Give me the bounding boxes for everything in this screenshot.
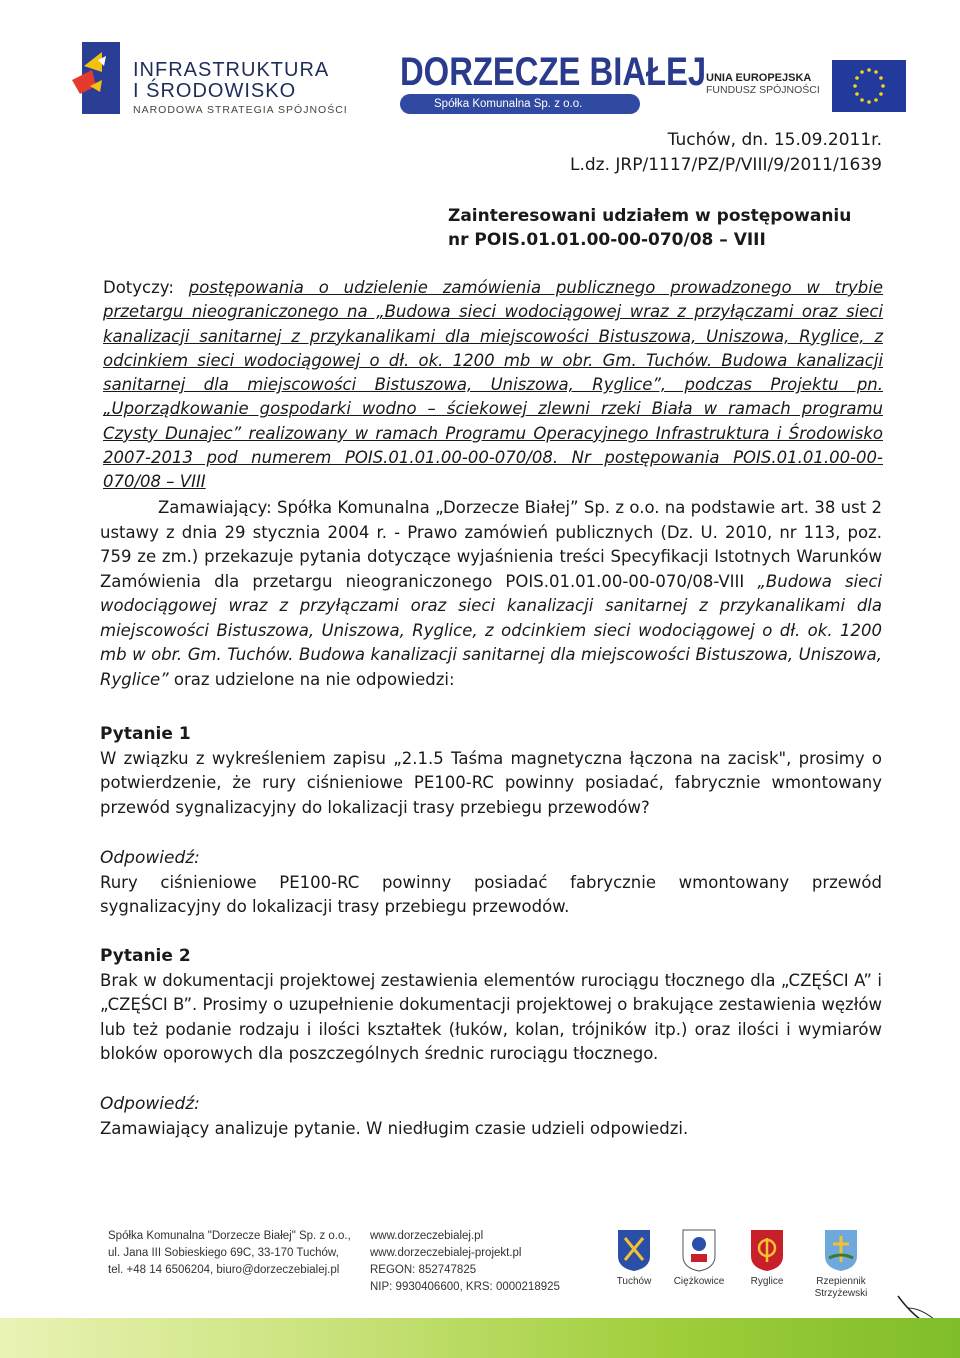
crest-label: Ryglice [750,1276,784,1287]
rzepiennik-crest-icon [823,1228,859,1272]
ryglice-crest-icon [749,1228,785,1272]
footer-company-address [108,1228,351,1279]
eu-line2: FUNDUSZ SPÓJNOŚCI [706,84,820,96]
infrastruktura-logo-icon [72,42,120,114]
eu-flag-icon [832,60,906,112]
answer-2-text: Zamawiający analizuje pytanie. W niedługim czasie udzieli odpowiedzi. [100,1118,689,1138]
eu-line1: UNIA EUROPEJSKA [706,72,812,84]
crest-ryglice [732,1228,802,1288]
footer-green-band [0,1318,960,1358]
subject-label: Dotyczy: [103,278,189,297]
tuchow-crest-icon [616,1228,652,1272]
crest-ciezkowice [664,1228,734,1288]
question-1-text: W związku z wykreśleniem zapisu „2.1.5 Taśma magnetyczna łączona na zacisk", prosimy o potwierdzenie, że rury ciśnieniowe PE100-RC powinny posiadać, fabrycznie wmontowany przewód sygnalizacyjny do lokalizacji trasy przebiegu przewodów? [100,748,882,817]
footer-line: NIP: 9930406600, KRS: 0000218925 [370,1281,560,1293]
intro-text-italic: „Budowa sieci wodociągowej wraz z przyłączami oraz sieci kanalizacji sanitarnej z przykanalikami dla miejscowości Bistuszowa, Uniszowa, Ryglice, z odcinkiem sieci wodociągowej o dł. ok. 1200 mb w obr. Gm. Tuchów. Budowa kanalizacji sanitarnej dla miejscowości Bistuszowa, Uniszowa, Ryglice” [100,571,882,689]
footer-website-link[interactable]: www.dorzeczebialej.pl [370,1230,484,1242]
answer-2-block [100,1092,882,1141]
crest-tuchow [599,1228,669,1288]
question-1-block [100,722,882,820]
letter-date: Tuchów, dn. 15.09.2011r. [667,130,882,150]
footer-project-website-link[interactable]: www.dorzeczebialej-projekt.pl [370,1247,522,1259]
subject-paragraph [103,276,883,495]
crest-label: Rzepiennik Strzyżewski [814,1276,868,1299]
answer-1-label: Odpowiedź: [100,848,200,868]
subject-text: postępowania o udzielenie zamówienia publicznego prowadzonego w trybie przetargu nieograniczonego na „Budowa sieci wodociągowej wraz z przyłączami oraz sieci kanalizacji sanitarnej z przykanalikami dla miejscowości Bistuszowa, Uniszowa, Ryglice, z odcinkiem sieci wodociągowej o dł. ok. 1200 mb w obr. Gm. Tuchów. Budowa kanalizacji sanitarnej dla miejscowości Bistuszowa, Uniszowa, Ryglice”, podczas Projektu pn. „Uporządkowanie gospodarki wodno – ściekowej zlewni rzeki Biała w ramach programu Czysty Dunajec” realizowany w ramach Programu Operacyjnego Infrastruktura i Środowisko 2007-2013 pod numerem POIS.01.01.00-00-070/08. Nr postępowania POIS.01.01.00-00-070/08 – VIII [103,278,883,492]
question-1-heading: Pytanie 1 [100,724,191,744]
reference-number: L.dz. JRP/1117/PZ/P/VIII/9/2011/1639 [570,155,882,175]
addressee [448,204,851,252]
footer-line: Spółka Komunalna "Dorzecze Białej" Sp. z o.o., [108,1230,351,1242]
crest-label: Tuchów [616,1276,652,1287]
answer-1-block [100,846,882,920]
company-title: DORZECZE BIAŁEJ [400,50,707,94]
answer-1-text: Rury ciśnieniowe PE100-RC powinny posiadać fabrycznie wmontowany przewód sygnalizacyjny do lokalizacji trasy przebiegu przewodów. [100,872,882,916]
footer-company-ids [370,1228,560,1296]
footer-line: REGON: 852747825 [370,1264,477,1276]
intro-paragraph [100,496,882,692]
infra-line1: INFRASTRUKTURA [133,59,330,81]
letterhead [0,0,960,130]
intro-text-1: Zamawiający: Spółka Komunalna „Dorzecze Białej” Sp. z o.o. na podstawie art. 38 ust 2 ustawy z dnia 29 stycznia 2004 r. - Prawo zamówień publicznych (Dz. U. 2010, nr 113, poz. 759 ze zm.) przekazuje pytania dotyczące wyjaśnienia treści Specyfikacji Istotnych Warunków Zamówienia dla przetargu nieograniczonego POIS.01.01.00-00-070/08-VIII [100,498,882,591]
answer-2-label: Odpowiedź: [100,1094,200,1114]
crest-label: Ciężkowice [673,1276,725,1287]
addressee-line1: Zainteresowani udziałem w postępowaniu [448,206,852,226]
addressee-line2: nr POIS.01.01.00-00-070/08 – VIII [448,230,766,250]
crest-rzepiennik [806,1228,876,1300]
ciezkowice-crest-icon [681,1228,717,1272]
infra-line2: I ŚRODOWISKO [133,80,297,102]
eu-wordmark [706,72,820,96]
infrastruktura-wordmark [133,60,348,116]
question-2-block [100,944,882,1067]
company-subtitle: Spółka Komunalna Sp. z o.o. [400,94,640,114]
infra-line3: NARODOWA STRATEGIA SPÓJNOŚCI [133,104,348,116]
question-2-text: Brak w dokumentacji projektowej zestawienia elementów rurociągu tłocznego dla „CZĘŚCI A” i „CZĘŚCI B”. Prosimy o uzupełnienie dokumentacji projektowej o brakujące zestawienia węzłów lub też podanie rodzaju i ilości kształtek (łuków, kolan, trójników itp.) oraz ilości i wymiarów bloków oporowych dla poszczególnych średnic rurociągu tłocznego. [100,970,882,1063]
footer-line: tel. +48 14 6506204, biuro@dorzeczebialej.pl [108,1264,340,1276]
intro-text-2: oraz udzielone na nie odpowiedzi: [168,669,455,689]
question-2-heading: Pytanie 2 [100,946,191,966]
footer-line: ul. Jana III Sobieskiego 69C, 33-170 Tuchów, [108,1247,339,1259]
